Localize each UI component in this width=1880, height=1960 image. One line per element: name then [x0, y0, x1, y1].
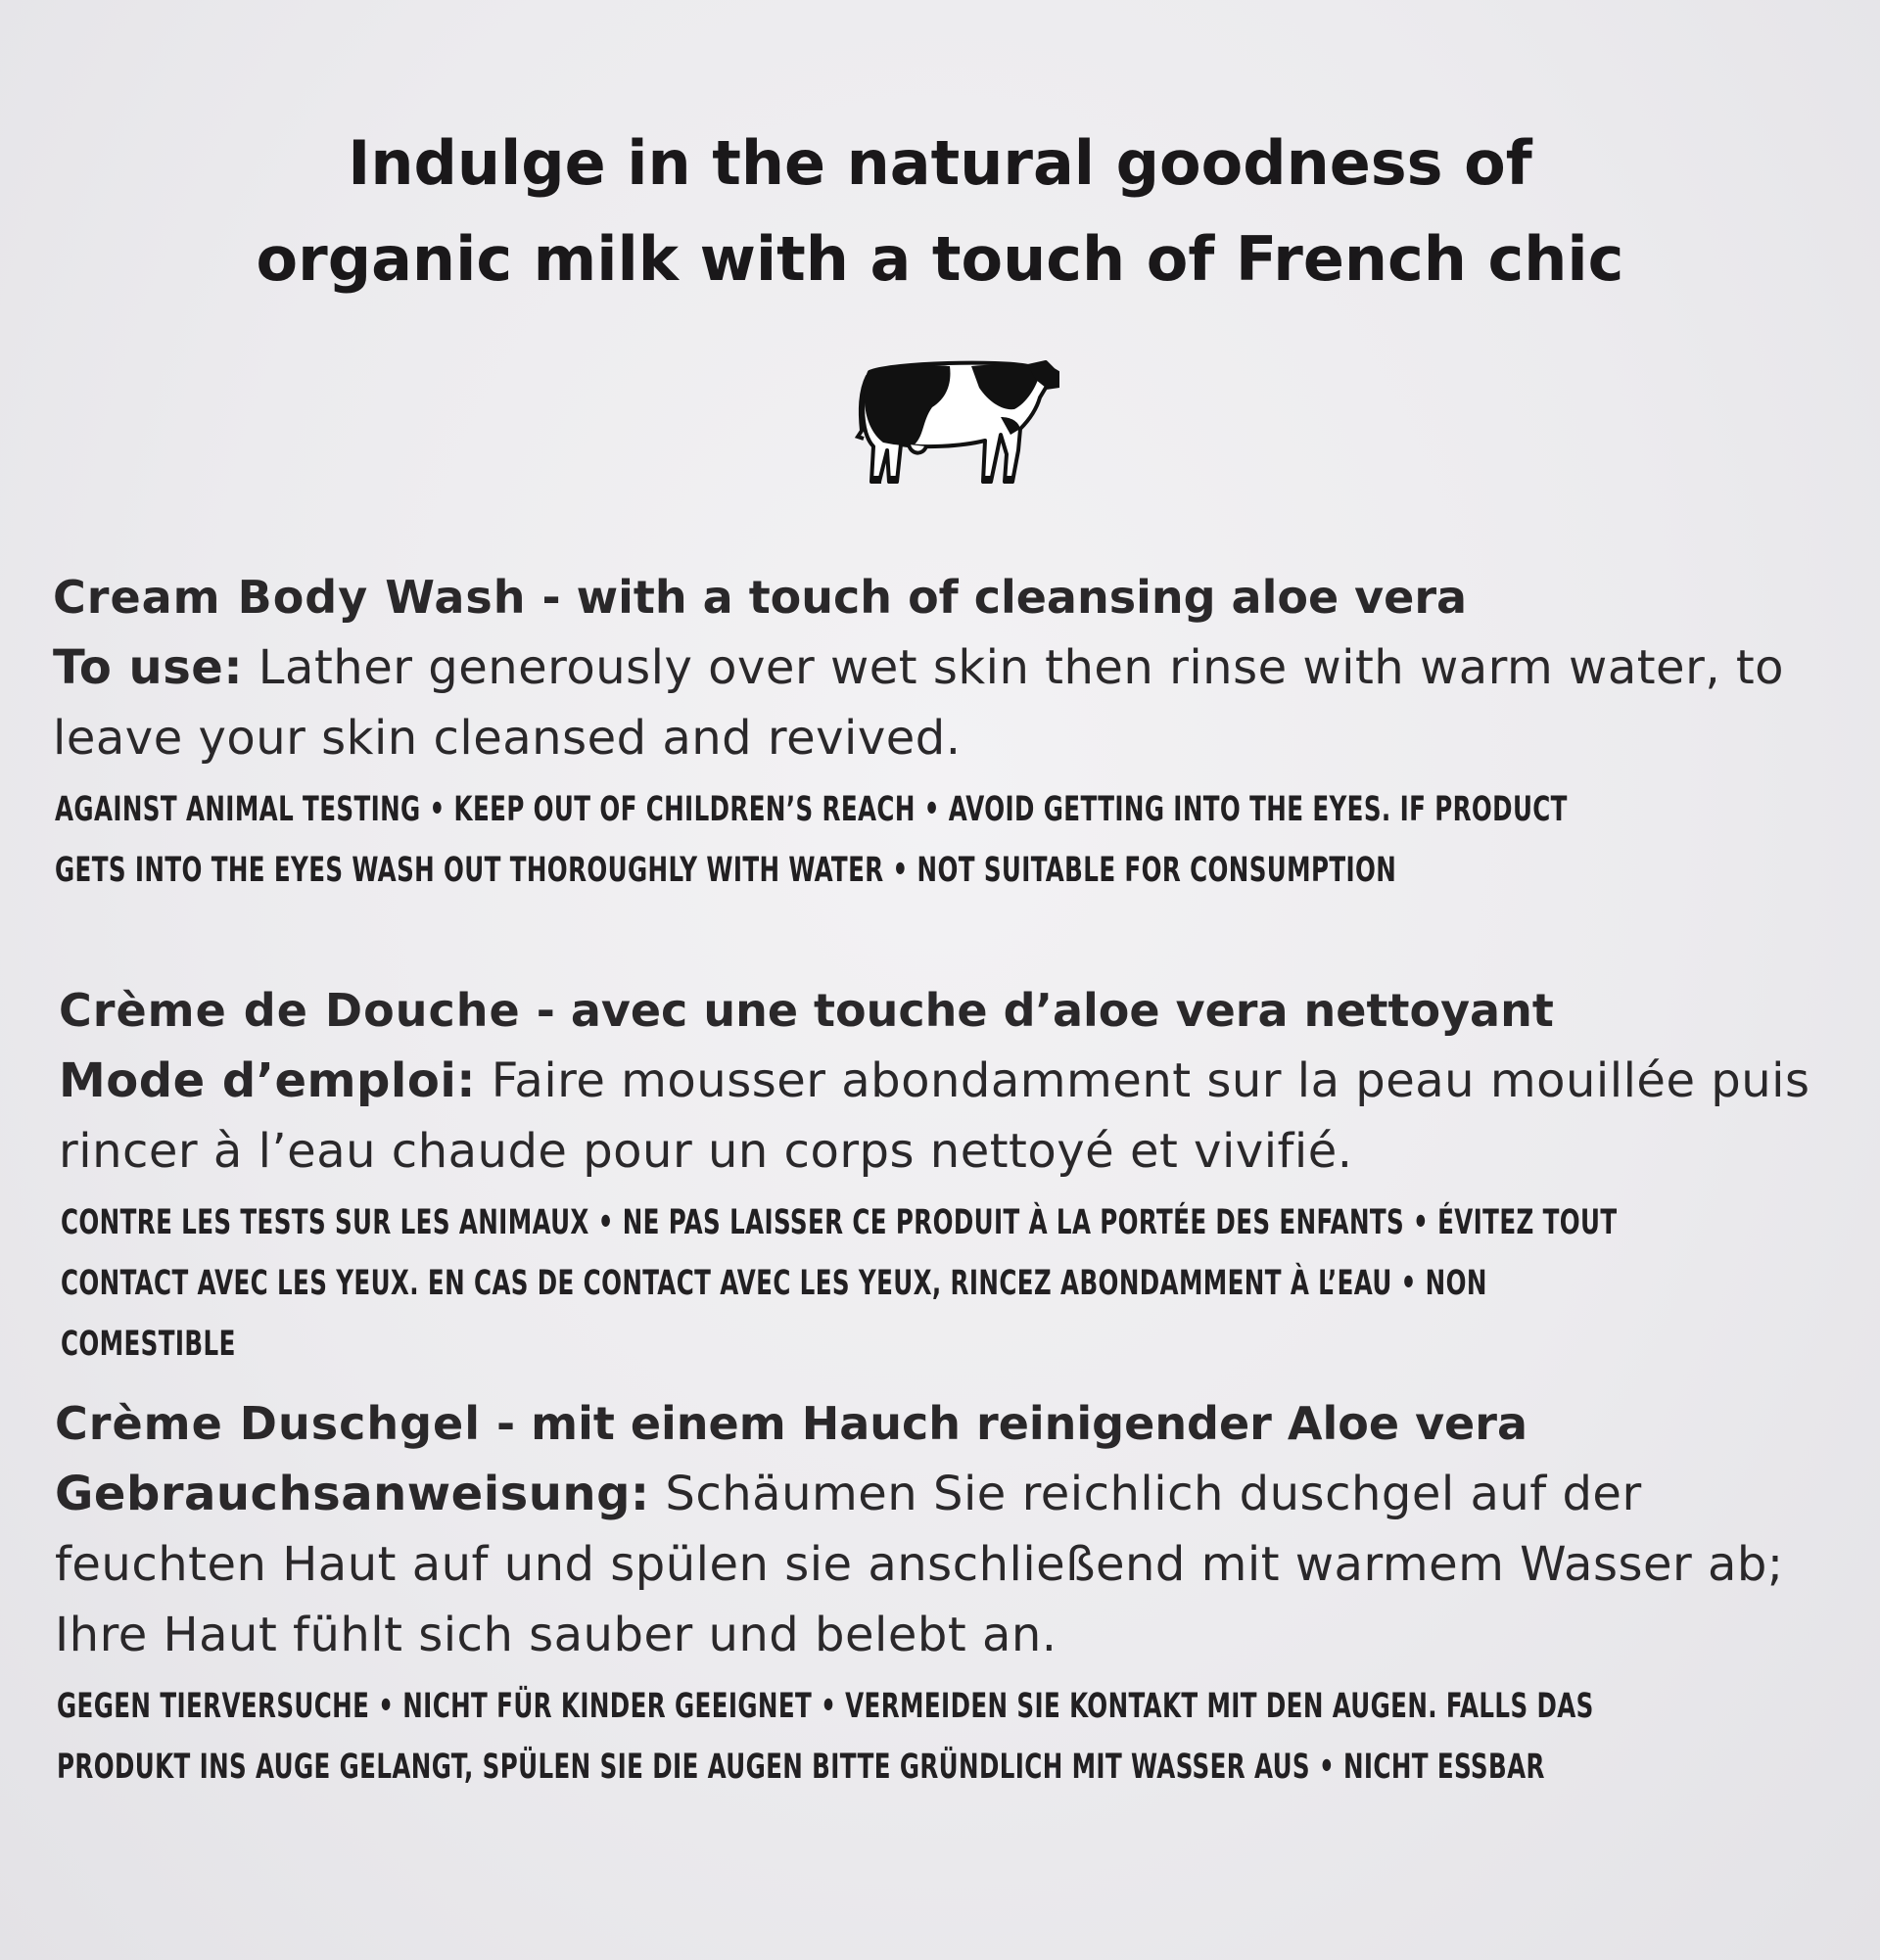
- section-title: [55, 1388, 1808, 1459]
- product-subtitle: with a touch of cleansing aloe vera: [576, 571, 1468, 624]
- title-dash: -: [520, 984, 571, 1037]
- warnings-line-2: PRODUKT INS AUGE GELANGT, SPÜLEN SIE DIE AUGEN BITTE GRÜNDLICH MIT WASSER AUS • NICHT ESSBAR: [57, 1748, 1545, 1787]
- usage-label: Mode d’emploi:: [59, 1053, 476, 1108]
- title-dash: -: [526, 571, 577, 624]
- warnings: [55, 779, 1659, 901]
- headline: [0, 116, 1880, 307]
- usage-text: Faire mousser abondamment sur la peau mouillée puis rincer à l’eau chaude pour un corps nettoyé et vivifié.: [59, 1053, 1810, 1179]
- usage-text: Lather generously over wet skin then rinse with warm water, to leave your skin cleansed and revived.: [53, 640, 1785, 766]
- warnings: [57, 1676, 1661, 1797]
- headline-line-2: organic milk with a touch of French chic: [256, 223, 1624, 295]
- warnings-line-2: GETS INTO THE EYES WASH OUT THOROUGHLY WITH WATER • NOT SUITABLE FOR CONSUMPTION: [55, 851, 1397, 890]
- warnings: [61, 1192, 1665, 1375]
- product-name: Crème Duschgel: [55, 1397, 482, 1450]
- section-german: [55, 1388, 1808, 1797]
- product-subtitle: mit einem Hauch reinigender Aloe vera: [531, 1397, 1528, 1450]
- usage-instructions: [59, 1046, 1821, 1187]
- headline-line-1: Indulge in the natural goodness of: [348, 127, 1532, 199]
- section-french: [59, 975, 1821, 1375]
- cow-icon: [854, 352, 1059, 490]
- warnings-line-1: CONTRE LES TESTS SUR LES ANIMAUX • NE PAS LAISSER CE PRODUIT À LA PORTÉE DES ENFANTS • ÉVITEZ TOUT: [61, 1203, 1618, 1242]
- usage-text: Schäumen Sie reichlich duschgel auf der feuchten Haut auf und spülen sie anschließend mit warmem Wasser ab; Ihre Haut fühlt sich sauber und belebt an.: [55, 1467, 1784, 1662]
- section-title: [59, 975, 1821, 1046]
- usage-label: To use:: [53, 640, 244, 695]
- usage-instructions: [53, 632, 1815, 773]
- product-name: Crème de Douche: [59, 984, 521, 1037]
- usage-instructions: [55, 1459, 1808, 1670]
- section-english: [53, 562, 1815, 901]
- usage-label: Gebrauchsanweisung:: [55, 1467, 650, 1521]
- title-dash: -: [481, 1397, 532, 1450]
- warnings-line-2: CONTACT AVEC LES YEUX. EN CAS DE CONTACT AVEC LES YEUX, RINCEZ ABONDAMMENT À L’EAU • NON COMESTIBLE: [61, 1264, 1487, 1364]
- product-name: Cream Body Wash: [53, 571, 527, 624]
- warnings-line-1: AGAINST ANIMAL TESTING • KEEP OUT OF CHILDREN’S REACH • AVOID GETTING INTO THE EYES. IF PRODUCT: [55, 790, 1568, 829]
- section-title: [53, 562, 1815, 632]
- warnings-line-1: GEGEN TIERVERSUCHE • NICHT FÜR KINDER GEEIGNET • VERMEIDEN SIE KONTAKT MIT DEN AUGEN. FALLS DAS: [57, 1687, 1594, 1726]
- product-subtitle: avec une touche d’aloe vera nettoyant: [570, 984, 1554, 1037]
